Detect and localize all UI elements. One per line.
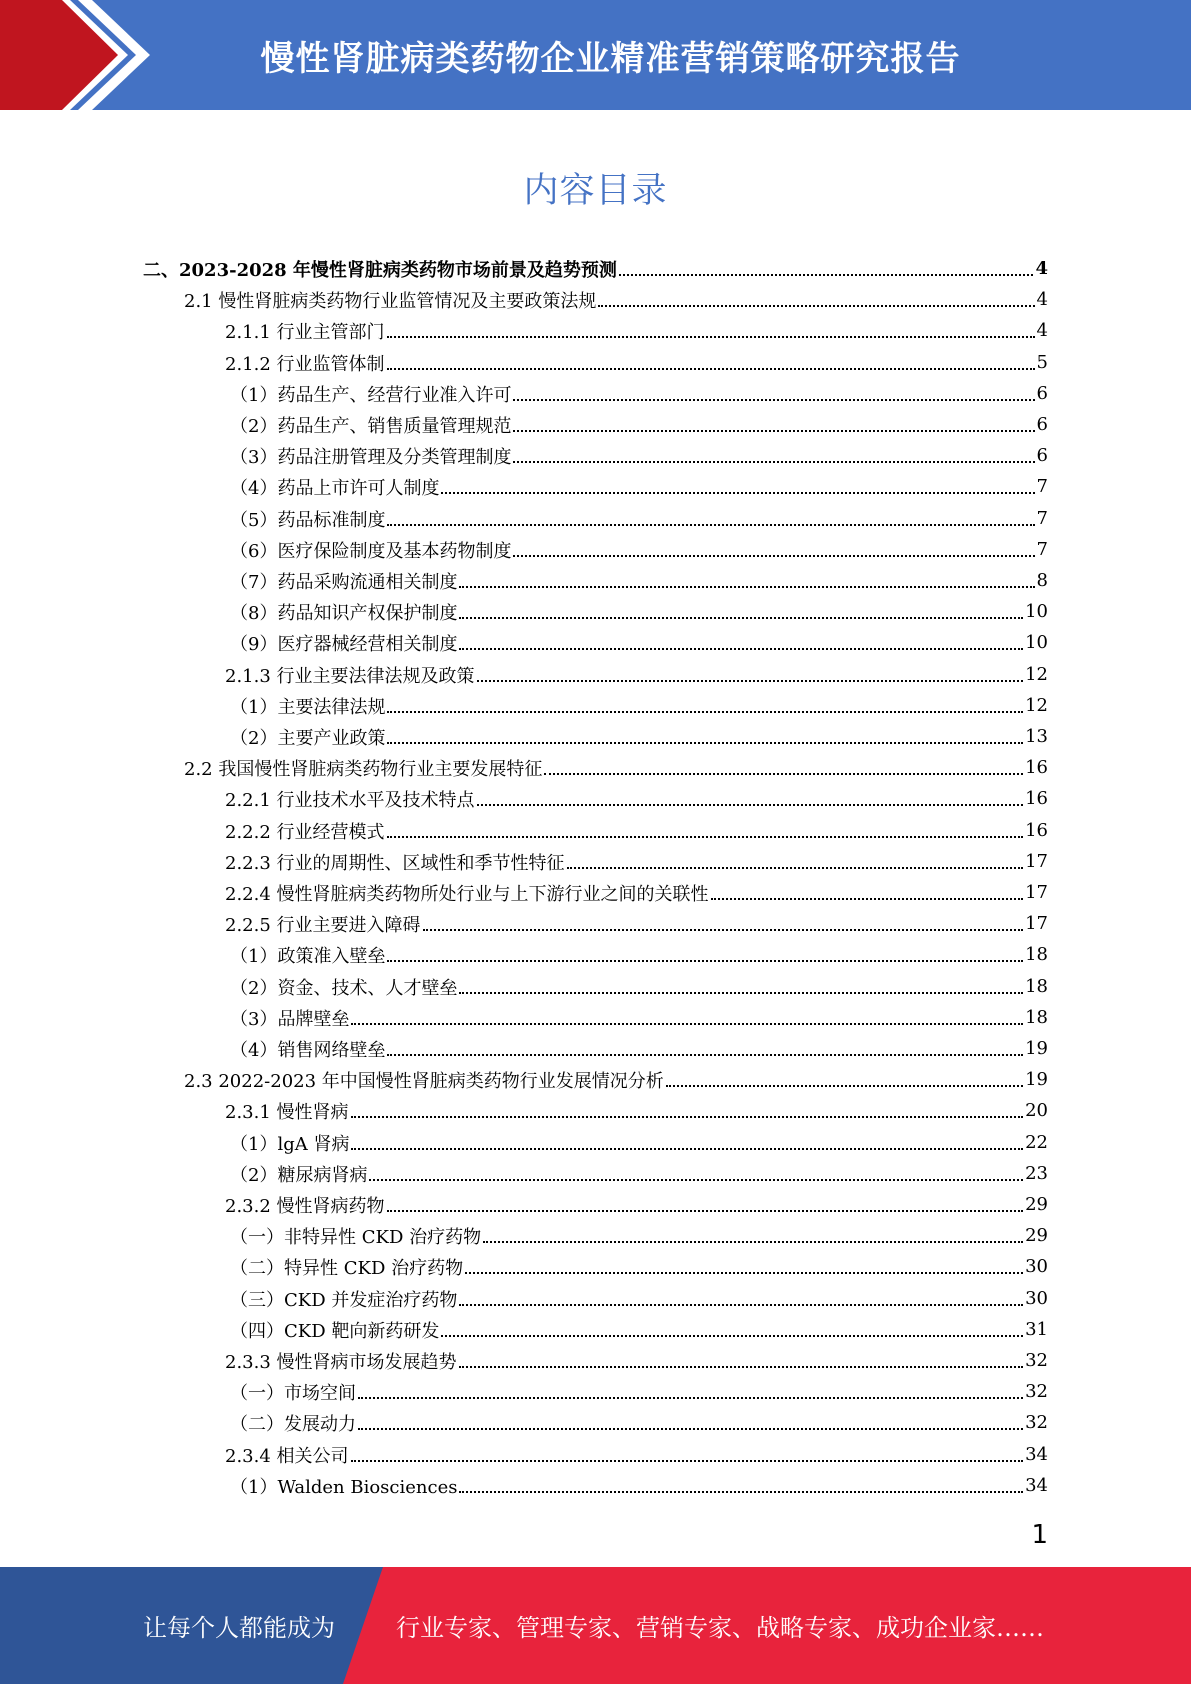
toc-entry[interactable] [230, 471, 1048, 502]
toc-entry[interactable] [230, 627, 1048, 658]
toc-entry-label: （7）药品采购流通相关制度 [230, 571, 458, 593]
toc-entry-label: 2.2.3 行业的周期性、区域性和季节性特征 [225, 852, 565, 874]
toc-entry-label: （1）Walden Biosciences [230, 1476, 458, 1498]
toc-entry-page: 5 [1036, 352, 1048, 373]
toc-leader-dots [513, 461, 1034, 463]
toc-entry-page: 10 [1025, 601, 1048, 622]
header-banner [0, 0, 1191, 110]
toc-entry-label: 2.2.4 慢性肾脏病类药物所处行业与上下游行业之间的关联性 [225, 883, 709, 905]
toc-entry-page: 23 [1025, 1163, 1048, 1184]
toc-entry[interactable] [225, 908, 1048, 939]
toc-entry-label: （2）药品生产、销售质量管理规范 [230, 415, 512, 437]
toc-leader-dots [423, 929, 1024, 931]
toc-entry[interactable] [230, 721, 1048, 752]
toc-leader-dots [387, 711, 1023, 713]
toc-entry-page: 32 [1025, 1350, 1048, 1371]
toc-leader-dots [387, 524, 1034, 526]
toc-entry-page: 4 [1036, 289, 1048, 310]
toc-entry-page: 30 [1025, 1288, 1048, 1309]
toc-leader-dots [459, 617, 1023, 619]
page-number: 1 [1031, 1520, 1048, 1550]
toc-leader-dots [351, 1460, 1024, 1462]
toc-entry-label: 2.3.1 慢性肾病 [225, 1101, 349, 1123]
toc-entry-label: （2）糖尿病肾病 [230, 1164, 368, 1186]
toc-entry-label: （2）资金、技术、人才壁垒 [230, 977, 458, 999]
toc-leader-dots [711, 898, 1024, 900]
toc-leader-dots [459, 648, 1023, 650]
toc-leader-dots [477, 804, 1024, 806]
toc-leader-dots [513, 430, 1034, 432]
toc-leader-dots [358, 1428, 1023, 1430]
toc-leader-dots [459, 992, 1023, 994]
toc-entry-page: 17 [1025, 851, 1048, 872]
toc-leader-dots [387, 1210, 1024, 1212]
toc-entry-label: （1）主要法律法规 [230, 696, 386, 718]
toc-entry[interactable] [225, 347, 1048, 378]
toc-leader-dots [619, 274, 1034, 276]
toc-entry-label: （3）品牌壁垒 [230, 1008, 350, 1030]
toc-entry-page: 6 [1036, 383, 1048, 404]
toc-leader-dots [666, 1085, 1023, 1087]
toc-entry-page: 12 [1025, 695, 1048, 716]
toc-entry-page: 4 [1035, 258, 1048, 279]
toc-entry[interactable] [230, 1283, 1048, 1314]
toc-leader-dots [351, 1023, 1023, 1025]
toc-entry[interactable] [230, 1158, 1048, 1189]
footer-banner [0, 1567, 1191, 1684]
toc-entry-page: 16 [1025, 757, 1048, 778]
toc-entry[interactable] [225, 1189, 1048, 1220]
toc-entry-label: （9）医疗器械经营相关制度 [230, 633, 458, 655]
footer-slogan-right: 行业专家、管理专家、营销专家、战略专家、成功企业家…… [396, 1614, 1044, 1642]
toc-entry-label: 2.3.2 慢性肾病药物 [225, 1195, 385, 1217]
toc-entry[interactable] [225, 1439, 1048, 1470]
toc-entry-page: 8 [1036, 570, 1048, 591]
toc-entry-label: （三）CKD 并发症治疗药物 [230, 1289, 458, 1311]
toc-leader-dots [513, 555, 1034, 557]
toc-entry[interactable] [230, 1470, 1048, 1501]
toc-entry[interactable] [230, 378, 1048, 409]
toc-leader-dots [544, 773, 1023, 775]
toc-entry-page: 17 [1025, 913, 1048, 934]
toc-entry-page: 16 [1025, 820, 1048, 841]
toc-entry-page: 18 [1025, 944, 1048, 965]
toc-entry-label: （二）特异性 CKD 治疗药物 [230, 1257, 464, 1279]
toc-entry-page: 18 [1025, 976, 1048, 997]
toc-entry-label: （5）药品标准制度 [230, 509, 386, 531]
toc-entry[interactable] [184, 752, 1048, 783]
toc-entry[interactable] [143, 253, 1048, 284]
toc-leader-dots [387, 1054, 1023, 1056]
toc-leader-dots [351, 1116, 1024, 1118]
toc-entry-label: 二、2023-2028 年慢性肾脏病类药物市场前景及趋势预测 [143, 259, 617, 281]
toc-entry-page: 7 [1036, 476, 1048, 497]
toc-entry[interactable] [225, 815, 1048, 846]
toc-leader-dots [477, 680, 1024, 682]
toc-entry-label: 2.1.3 行业主要法律法规及政策 [225, 665, 475, 687]
toc-entry-label: 2.3 2022-2023 年中国慢性肾脏病类药物行业发展情况分析 [184, 1070, 664, 1092]
toc-leader-dots [387, 368, 1035, 370]
toc-entry-label: 2.1.2 行业监管体制 [225, 353, 385, 375]
toc-entry[interactable] [225, 659, 1048, 690]
toc-entry[interactable] [225, 877, 1048, 908]
toc-leader-dots [513, 399, 1034, 401]
toc-leader-dots [351, 1148, 1023, 1150]
toc-entry-page: 22 [1025, 1132, 1048, 1153]
toc-entry[interactable] [225, 846, 1048, 877]
toc-entry-label: 2.2.1 行业技术水平及技术特点 [225, 789, 475, 811]
toc-entry-page: 34 [1025, 1444, 1048, 1465]
toc-entry-label: （8）药品知识产权保护制度 [230, 602, 458, 624]
toc-entry-page: 6 [1036, 414, 1048, 435]
toc-entry[interactable] [230, 596, 1048, 627]
toc-entry[interactable] [225, 783, 1048, 814]
toc-entry-label: （一）市场空间 [230, 1382, 356, 1404]
toc-entry[interactable] [230, 1002, 1048, 1033]
toc-entry-page: 6 [1036, 445, 1048, 466]
toc-entry-page: 29 [1025, 1225, 1048, 1246]
toc-entry-label: 2.3.3 慢性肾病市场发展趋势 [225, 1351, 457, 1373]
toc-entry-page: 34 [1025, 1475, 1048, 1496]
toc-leader-dots [459, 1366, 1024, 1368]
toc-entry-page: 29 [1025, 1194, 1048, 1215]
toc-entry-page: 4 [1036, 320, 1048, 341]
toc-entry[interactable] [230, 1376, 1048, 1407]
toc-entry[interactable] [230, 939, 1048, 970]
toc-entry[interactable] [225, 1095, 1048, 1126]
toc-entry-page: 32 [1025, 1412, 1048, 1433]
toc-entry-page: 7 [1036, 539, 1048, 560]
chevron-arrow-icon [0, 0, 160, 110]
toc-entry-page: 12 [1025, 664, 1048, 685]
toc-entry[interactable] [184, 1064, 1048, 1095]
toc-entry-label: （4）药品上市许可人制度 [230, 477, 440, 499]
toc-leader-dots [387, 960, 1023, 962]
toc-entry-label: （1）lgA 肾病 [230, 1133, 350, 1155]
toc-entry[interactable] [230, 1127, 1048, 1158]
toc-leader-dots [459, 586, 1034, 588]
toc-leader-dots [387, 742, 1023, 744]
toc-title: 内容目录 [523, 171, 668, 211]
toc-entry-page: 17 [1025, 882, 1048, 903]
toc-entry[interactable] [230, 1033, 1048, 1064]
toc-entry-label: 2.2 我国慢性肾脏病类药物行业主要发展特征 [184, 758, 543, 780]
toc-entry-label: 2.1 慢性肾脏病类药物行业监管情况及主要政策法规 [184, 290, 597, 312]
toc-entry-label: （4）销售网络壁垒 [230, 1039, 386, 1061]
toc-entry-label: （6）医疗保险制度及基本药物制度 [230, 540, 512, 562]
toc-entry[interactable] [184, 284, 1048, 315]
toc-entry-label: （四）CKD 靶向新药研发 [230, 1320, 440, 1342]
toc-leader-dots [369, 1179, 1023, 1181]
toc-leader-dots [358, 1397, 1023, 1399]
toc-entry-page: 13 [1025, 726, 1048, 747]
toc-leader-dots [483, 1241, 1023, 1243]
toc-entry[interactable] [230, 1314, 1048, 1345]
toc-entry-label: （1）药品生产、经营行业准入许可 [230, 384, 512, 406]
toc-entry-page: 20 [1025, 1100, 1048, 1121]
toc-entry[interactable] [230, 971, 1048, 1002]
toc-entry[interactable] [230, 1251, 1048, 1282]
toc-entry[interactable] [230, 409, 1048, 440]
toc-leader-dots [459, 1304, 1023, 1306]
toc-entry-label: （1）政策准入壁垒 [230, 945, 386, 967]
toc-entry-page: 10 [1025, 632, 1048, 653]
toc-entry[interactable] [225, 315, 1048, 346]
toc-entry-label: （二）发展动力 [230, 1413, 356, 1435]
toc-entry-label: 2.3.4 相关公司 [225, 1445, 349, 1467]
toc-leader-dots [465, 1272, 1023, 1274]
toc-leader-dots [441, 492, 1034, 494]
toc-entry-page: 30 [1025, 1256, 1048, 1277]
toc-leader-dots [598, 305, 1034, 307]
toc-entry[interactable] [230, 690, 1048, 721]
toc-entry-page: 7 [1036, 508, 1048, 529]
toc-leader-dots [387, 836, 1024, 838]
toc-entry-label: （3）药品注册管理及分类管理制度 [230, 446, 512, 468]
toc-entry-page: 32 [1025, 1381, 1048, 1402]
toc-entry-page: 16 [1025, 788, 1048, 809]
toc-entry-label: （一）非特异性 CKD 治疗药物 [230, 1226, 482, 1248]
toc-entry[interactable] [230, 440, 1048, 471]
toc-entry[interactable] [230, 534, 1048, 565]
toc-entry[interactable] [230, 1407, 1048, 1438]
toc-entry-page: 18 [1025, 1007, 1048, 1028]
toc-entry-page: 31 [1025, 1319, 1048, 1340]
toc-entry[interactable] [230, 503, 1048, 534]
toc-entry-label: 2.2.2 行业经营模式 [225, 821, 385, 843]
toc-entry-label: 2.2.5 行业主要进入障碍 [225, 914, 421, 936]
report-title: 慢性肾脏病类药物企业精准营销策略研究报告 [260, 38, 961, 79]
toc-entry-label: （2）主要产业政策 [230, 727, 386, 749]
toc-entry[interactable] [230, 1220, 1048, 1251]
toc-leader-dots [387, 336, 1035, 338]
toc-entry[interactable] [225, 1345, 1048, 1376]
toc-entry-page: 19 [1025, 1038, 1048, 1059]
toc-leader-dots [441, 1335, 1023, 1337]
toc-entry-label: 2.1.1 行业主管部门 [225, 321, 385, 343]
toc-leader-dots [567, 867, 1024, 869]
toc-leader-dots [459, 1491, 1023, 1493]
toc-entry-page: 19 [1025, 1069, 1048, 1090]
footer-slogan-left: 让每个人都能成为 [143, 1614, 335, 1642]
toc-entry[interactable] [230, 565, 1048, 596]
